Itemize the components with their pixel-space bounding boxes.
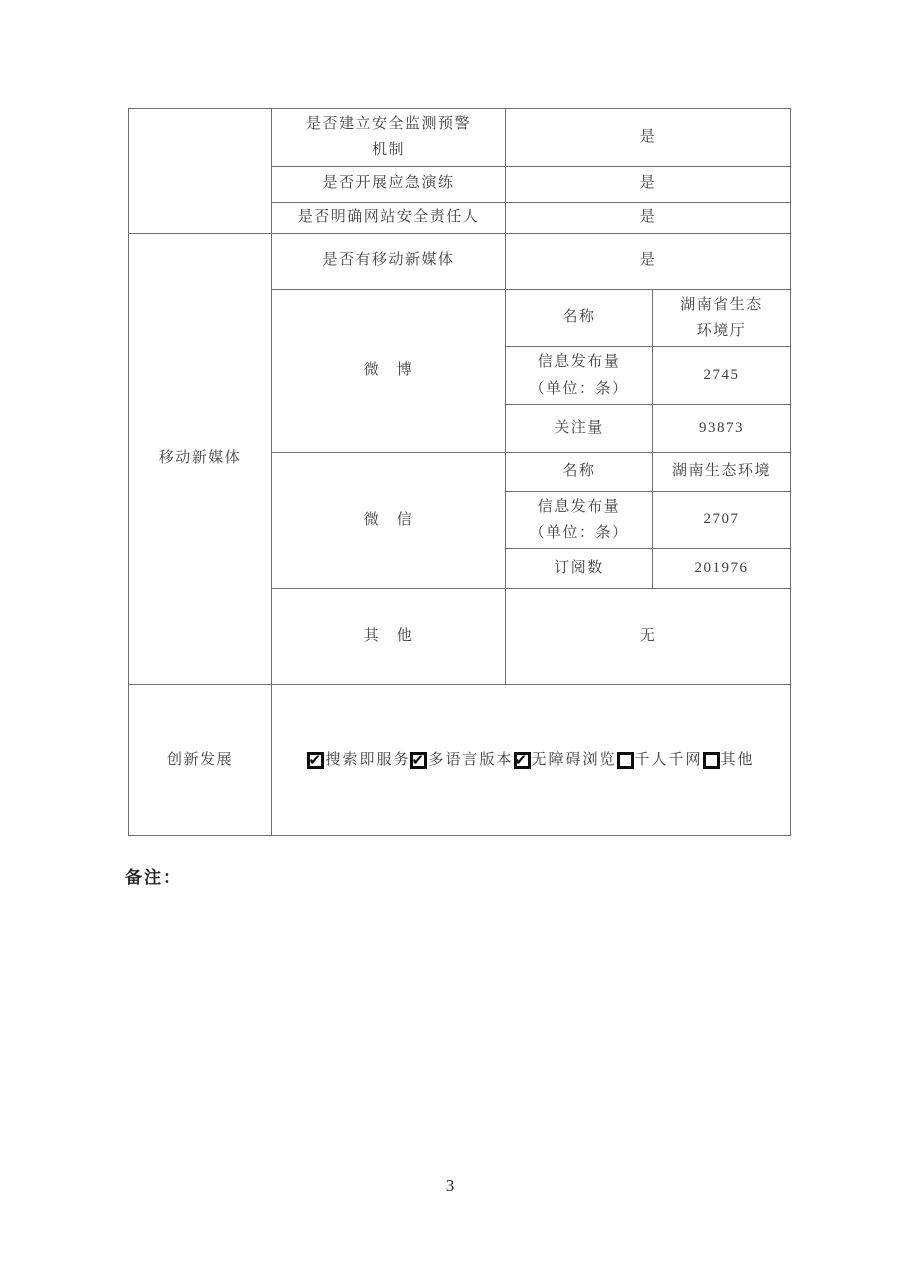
weibo-publish-label: 信息发布量 [537, 354, 621, 371]
weibo-name-value-text: 湖南省生态环境厅 [680, 296, 763, 339]
has-mobile-media-value: 是 [506, 233, 791, 289]
wechat-label: 微 信 [272, 452, 506, 589]
checkbox-item-3 [617, 748, 703, 774]
emergency-drill-label: 是否开展应急演练 [272, 166, 506, 202]
other-media-label: 其 他 [272, 589, 506, 685]
wechat-publish-label-cell [506, 491, 653, 549]
checkbox-box [307, 752, 324, 769]
continued-category-cell [129, 109, 272, 234]
security-monitor-label-line1: 是否建立安全监测预警 [305, 116, 471, 132]
checkbox-item-1 [410, 748, 513, 774]
wechat-publish-label: 信息发布量 [537, 498, 621, 515]
checkbox-item-2 [514, 748, 617, 774]
weibo-followers-label: 关注量 [506, 404, 653, 452]
security-monitor-value: 是 [506, 109, 791, 167]
checkbox-label: 千人千网 [634, 751, 703, 768]
page-number: 3 [445, 1176, 455, 1195]
emergency-drill-value: 是 [506, 166, 791, 202]
security-monitor-label-cell [272, 109, 506, 167]
wechat-subscribe-value: 201976 [653, 549, 791, 589]
weibo-name-value [653, 289, 791, 347]
innovation-options-cell [272, 685, 791, 836]
checkbox-item-0 [307, 748, 410, 774]
weibo-publish-label-cell [506, 347, 653, 405]
checkbox-box [514, 752, 531, 769]
weibo-publish-unit: （单位：条） [529, 380, 629, 397]
has-mobile-media-label: 是否有移动新媒体 [272, 233, 506, 289]
checkbox-label: 其他 [720, 751, 755, 768]
checkbox-box [617, 752, 634, 769]
report-table [128, 108, 791, 836]
other-media-value: 无 [506, 589, 791, 685]
wechat-name-label: 名称 [506, 452, 653, 491]
weibo-label: 微 博 [272, 289, 506, 452]
wechat-publish-value: 2707 [653, 491, 791, 549]
weibo-publish-value: 2745 [653, 347, 791, 405]
checkbox-label: 无障碍浏览 [531, 751, 617, 768]
wechat-name-value: 湖南生态环境 [653, 452, 791, 491]
security-responsible-value: 是 [506, 202, 791, 233]
wechat-publish-unit: （单位：条） [529, 525, 629, 541]
weibo-name-label: 名称 [506, 289, 653, 347]
remarks-label: 备注： [125, 868, 182, 887]
checkbox-label: 多语言版本 [428, 751, 514, 768]
mobile-media-category: 移动新媒体 [129, 233, 272, 685]
checkbox-box [703, 752, 720, 769]
checkbox-box [410, 752, 427, 769]
weibo-followers-value: 93873 [653, 404, 791, 452]
security-monitor-label-line2: 机制 [371, 142, 405, 159]
wechat-subscribe-label: 订阅数 [506, 549, 653, 589]
checkbox-item-4 [703, 748, 755, 774]
innovation-category: 创新发展 [129, 685, 272, 836]
security-responsible-label: 是否明确网站安全责任人 [272, 202, 506, 233]
checkbox-label: 搜索即服务 [325, 751, 411, 768]
innovation-checkbox-line [278, 748, 784, 774]
